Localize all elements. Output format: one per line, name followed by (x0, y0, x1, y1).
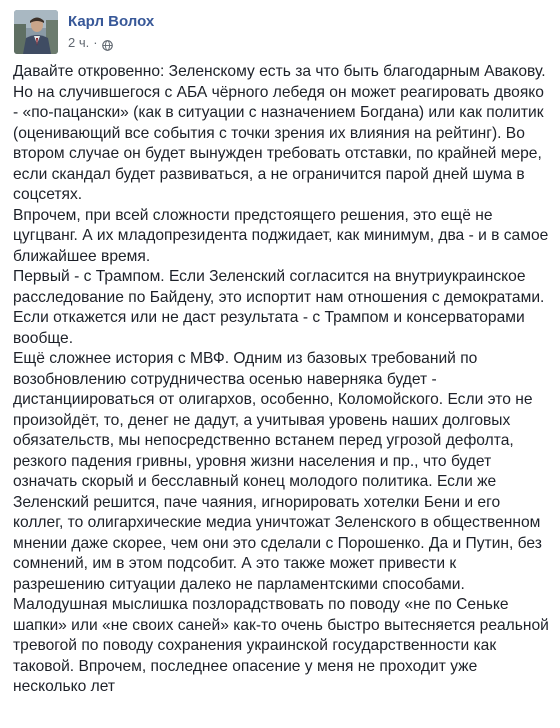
post-meta (68, 10, 154, 52)
post-paragraph: Давайте откровенно: Зеленскому есть за что быть благодарным Авакову. Но на случившегося с АБА чёрного лебедя он может реагировать двояко - «по-пацански» (как в ситуации с назначением Богдана) или как политик (оценивающий все события с точки зрения их влияния на рейтинг). Во втором случае он будет вынужден требовать отставки, по крайней мере, если скандал будет развиваться, а не ограничится парой дней шума в соцсетях. (13, 63, 546, 203)
author-name[interactable]: Карл Волох (68, 13, 155, 30)
post-subline (68, 34, 154, 52)
post-paragraph: Ещё сложнее история с МВФ. Одним из базовых требований по возобновлению сотрудничества осенью наверняка будет - дистанциироваться от олигархов, особенно, Коломойского. Если это не произойдёт, то, денег не дадут, а учитывая уровень наших долговых обязательств, мы непосредственно встанем перед угрозой дефолта, резкого падения гривны, уровня жизни населения и пр., что будет означать скорый и бесславный конец молодого политика. Если же Зеленский решится, паче чаяния, игнорировать хотелки Бени и его коллег, то олигархические медиа уничтожат Зеленского в общественном мнении даже скорее, чем они это сделали с Порошенко. Да и Путин, без сомнений, им в этом подсобит. А это также может привести к разрешению ситуации далеко не парламентскими способами. (13, 350, 542, 593)
avatar-photo (14, 10, 58, 54)
post-body (13, 62, 550, 698)
avatar[interactable] (14, 10, 58, 54)
post-paragraph: Первый - с Трампом. Если Зеленский согласится на внутриукраинское расследование по Байдену, это испортит нам отношения с демократами. (13, 268, 545, 306)
post-paragraph: Малодушная мыслишка позлорадствовать по поводу «не по Сеньке шапки» или «не своих саней» как-то очень быстро вытесняется реальной тревогой по поводу сохранения украинской государственности как таковой. Впрочем, последнее опасение у меня не проходит уже несколько лет (13, 596, 549, 695)
globe-icon[interactable] (102, 38, 113, 49)
post-timestamp[interactable]: 2 ч. (68, 35, 90, 50)
post-header (13, 0, 550, 62)
post-paragraph: Если откажется или не даст результата - с Трампом и консерваторами вообще. (13, 309, 525, 347)
separator-dot: · (93, 35, 98, 50)
post-paragraph: Впрочем, при всей сложности предстоящего решения, это ещё не цугцванг. А их младопрезидента поджидает, как минимум, два - и в самое ближайшее время. (13, 206, 549, 265)
